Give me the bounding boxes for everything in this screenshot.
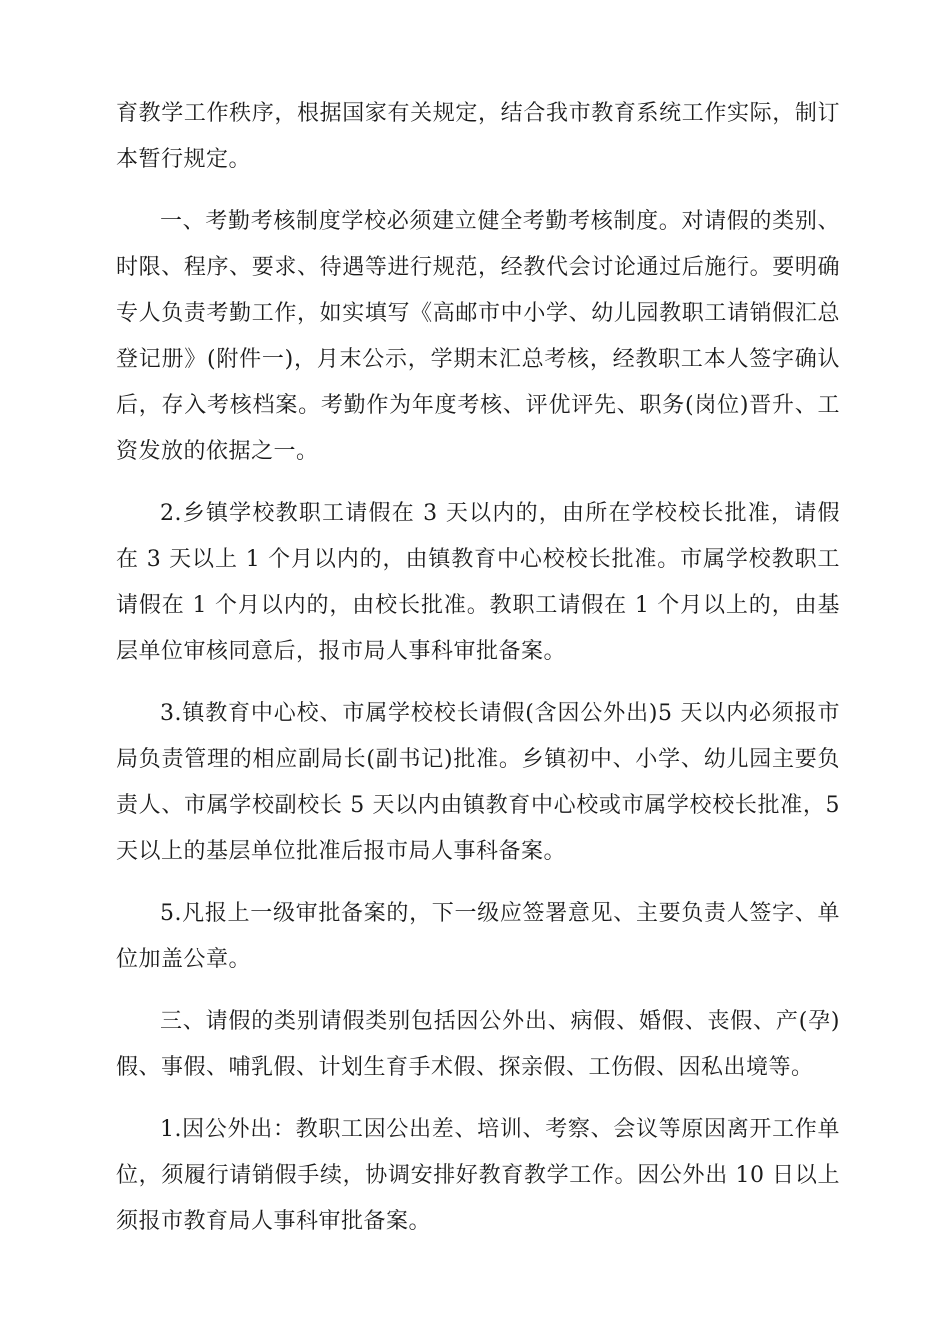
paragraph-item-3: 3.镇教育中心校、市属学校校长请假(含因公外出)5 天以内必须报市局负责管理的相应副局长(副书记)批准。乡镇初中、小学、幼儿园主要负责人、市属学校副校长 5 天以内由镇教育中心校或市属学校校长批准，5 天以上的基层单位批准后报市局人事科备案。 (116, 701, 840, 864)
paragraph-leave-categories: 三、请假的类别请假类别包括因公外出、病假、婚假、丧假、产(孕)假、事假、哺乳假、计划生育手术假、探亲假、工伤假、因私出境等。 (116, 1009, 840, 1080)
paragraph-item-2: 2.乡镇学校教职工请假在 3 天以内的，由所在学校校长批准，请假在 3 天以上 1 个月以内的，由镇教育中心校校长批准。市属学校教职工请假在 1 个月以内的，由校长批准。教职工请假在 1 个月以上的，由基层单位审核同意后，报市局人事科审批备案。 (116, 501, 840, 664)
paragraph-attendance-system: 一、考勤考核制度学校必须建立健全考勤考核制度。对请假的类别、时限、程序、要求、待遇等进行规范，经教代会讨论通过后施行。要明确专人负责考勤工作，如实填写《高邮市中小学、幼儿园教职工请销假汇总登记册》(附件一)，月末公示，学期末汇总考核，经教职工本人签字确认后，存入考核档案。考勤作为年度考核、评优评先、职务(岗位)晋升、工资发放的依据之一。 (116, 209, 840, 464)
paragraph-item-5: 5.凡报上一级审批备案的，下一级应签署意见、主要负责人签字、单位加盖公章。 (116, 901, 840, 972)
paragraph-official-travel: 1.因公外出：教职工因公出差、培训、考察、会议等原因离开工作单位，须履行请销假手续，协调安排好教育教学工作。因公外出 10 日以上须报市教育局人事科审批备案。 (116, 1117, 840, 1234)
document-body (116, 91, 840, 1261)
paragraph-intro-continuation: 育教学工作秩序，根据国家有关规定，结合我市教育系统工作实际，制订本暂行规定。 (116, 101, 840, 172)
